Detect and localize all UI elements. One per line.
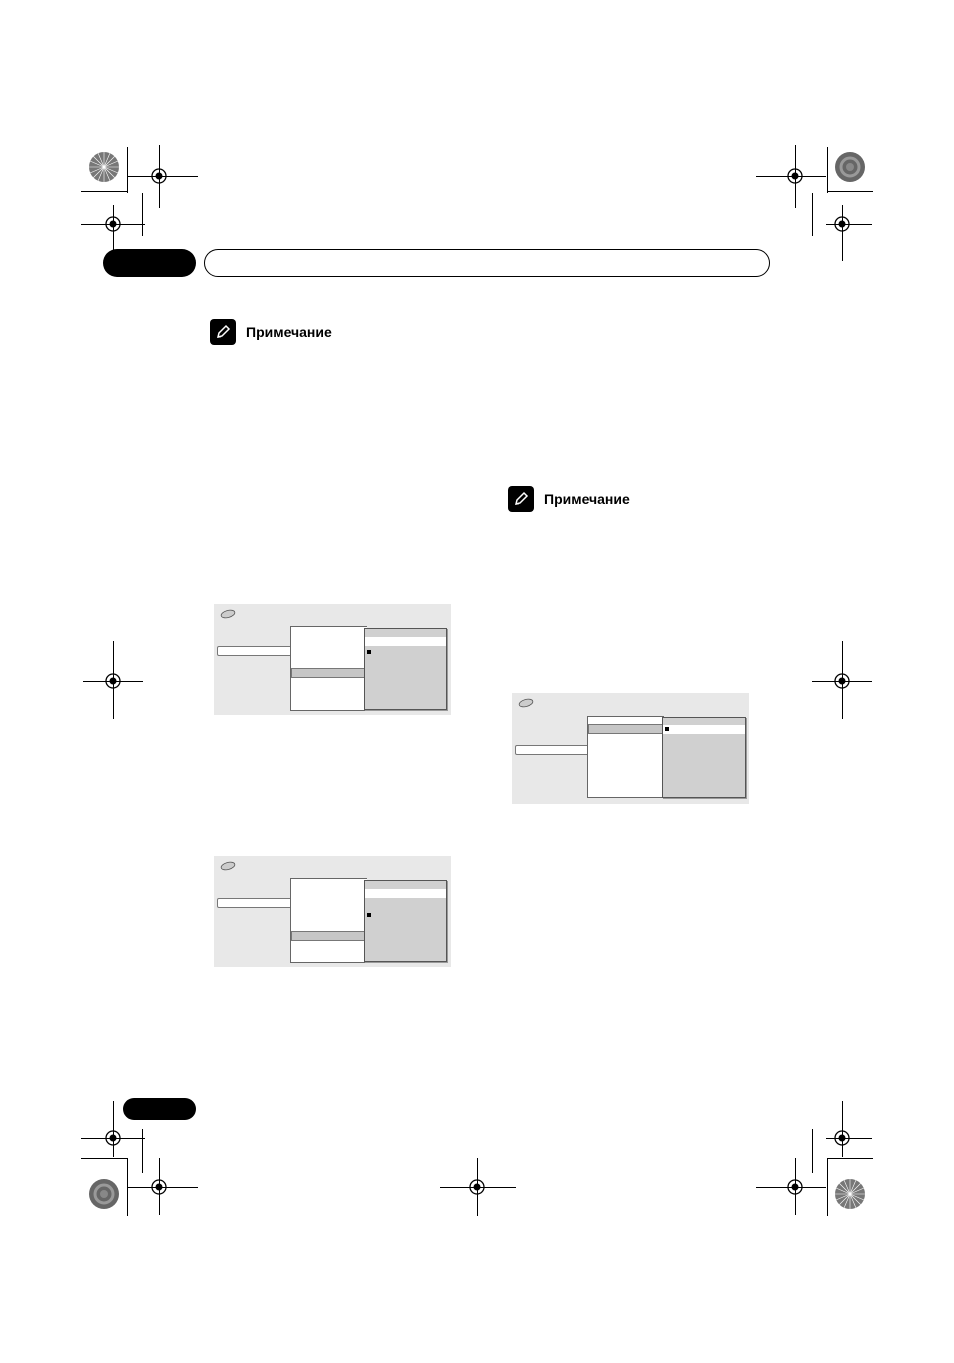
starburst-mark-icon	[834, 151, 866, 183]
crosshair-mark-icon	[150, 1178, 168, 1196]
crosshair-mark-icon	[833, 215, 851, 233]
page-number-tab	[123, 1098, 196, 1120]
note-heading	[508, 486, 630, 512]
crosshair-mark-icon	[786, 1178, 804, 1196]
starburst-mark-icon	[834, 1178, 866, 1210]
crosshair-mark-icon	[468, 1178, 486, 1196]
setup-menu-screen	[512, 693, 749, 804]
note-heading	[210, 319, 332, 345]
selected-item[interactable]	[588, 724, 665, 734]
note-title: Примечание	[544, 491, 630, 507]
option-highlight[interactable]	[365, 889, 446, 898]
crosshair-mark-icon	[104, 1129, 122, 1147]
chapter-number-tab	[103, 249, 196, 277]
menu-tab[interactable]	[515, 745, 590, 755]
option-highlight[interactable]	[365, 637, 446, 646]
selected-item[interactable]	[291, 931, 368, 941]
crosshair-mark-icon	[150, 167, 168, 185]
crosshair-mark-icon	[104, 215, 122, 233]
starburst-mark-icon	[88, 151, 120, 183]
disc-icon	[220, 609, 236, 619]
note-title: Примечание	[246, 324, 332, 340]
menu-tab[interactable]	[217, 646, 292, 656]
chapter-title-bar	[204, 249, 770, 277]
menu-tab[interactable]	[217, 898, 292, 908]
pencil-icon	[508, 486, 534, 512]
setup-menu-screen	[214, 604, 451, 715]
selected-option-bullet	[665, 727, 669, 731]
crosshair-mark-icon	[104, 672, 122, 690]
disc-icon	[220, 861, 236, 871]
option-highlight[interactable]	[663, 725, 745, 734]
crosshair-mark-icon	[833, 1129, 851, 1147]
selected-item[interactable]	[291, 668, 368, 678]
setup-menu-screen	[214, 856, 451, 967]
selected-option-bullet	[367, 650, 371, 654]
menu-list	[290, 878, 367, 963]
selected-option-bullet	[367, 913, 371, 917]
disc-icon	[518, 698, 534, 708]
starburst-mark-icon	[88, 1178, 120, 1210]
crosshair-mark-icon	[786, 167, 804, 185]
pencil-icon	[210, 319, 236, 345]
crosshair-mark-icon	[833, 672, 851, 690]
